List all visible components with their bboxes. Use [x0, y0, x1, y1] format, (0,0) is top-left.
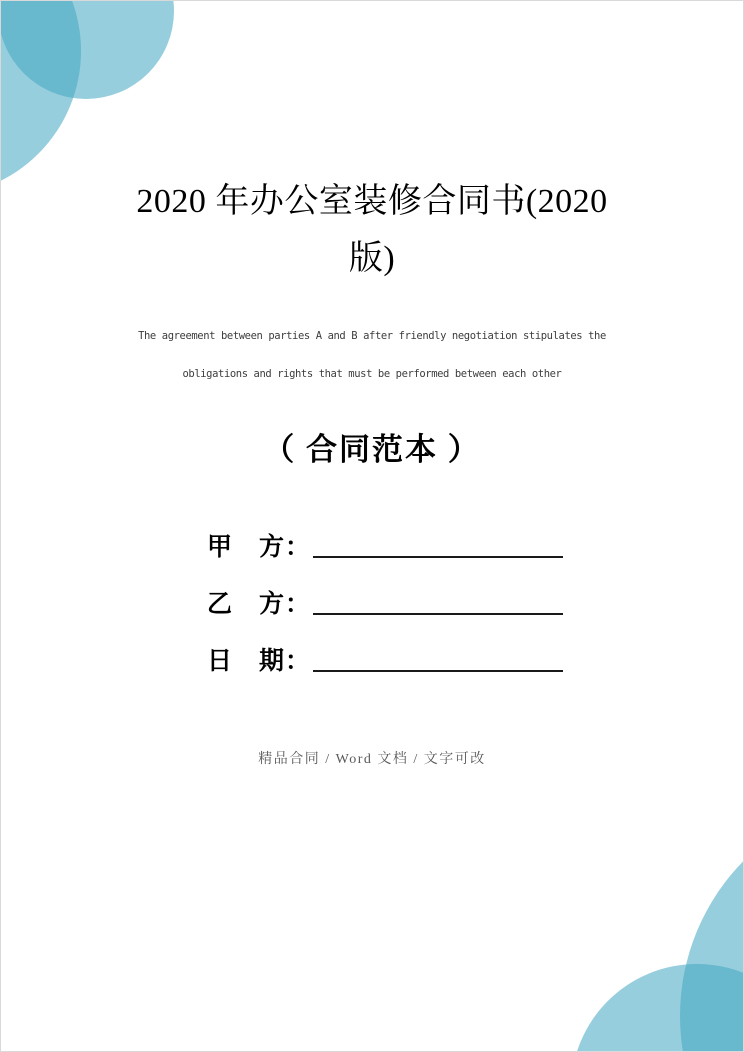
decor-circle-bottom-right-bottom: [571, 964, 744, 1052]
subtitle-line-1: The agreement between parties A and B after friendly negotiation stipulates the: [138, 330, 606, 342]
title-line-1: 2020 年办公室装修合同书(2020: [136, 183, 608, 220]
decor-circle-top-left-side: [0, 0, 81, 196]
party-a-blank-line: [313, 556, 563, 558]
date-row: [207, 645, 563, 678]
party-a-row: [207, 531, 563, 564]
subtitle-english: [1, 330, 743, 380]
sample-label: （ 合同范本 ）: [263, 432, 481, 467]
signature-block: [207, 531, 563, 702]
party-b-row: [207, 588, 563, 621]
subtitle-line-2: obligations and rights that must be performed between each other: [182, 368, 562, 380]
date-blank-line: [313, 670, 563, 672]
party-b-label: 乙 方：: [207, 590, 312, 618]
party-a-label: 甲 方：: [207, 533, 312, 561]
document-title: [1, 173, 743, 287]
date-label: 日 期：: [207, 647, 312, 675]
party-b-blank-line: [313, 613, 563, 615]
footer-note: 精品合同 / Word 文档 / 文字可改: [258, 752, 486, 767]
title-line-2: 版): [348, 240, 396, 277]
